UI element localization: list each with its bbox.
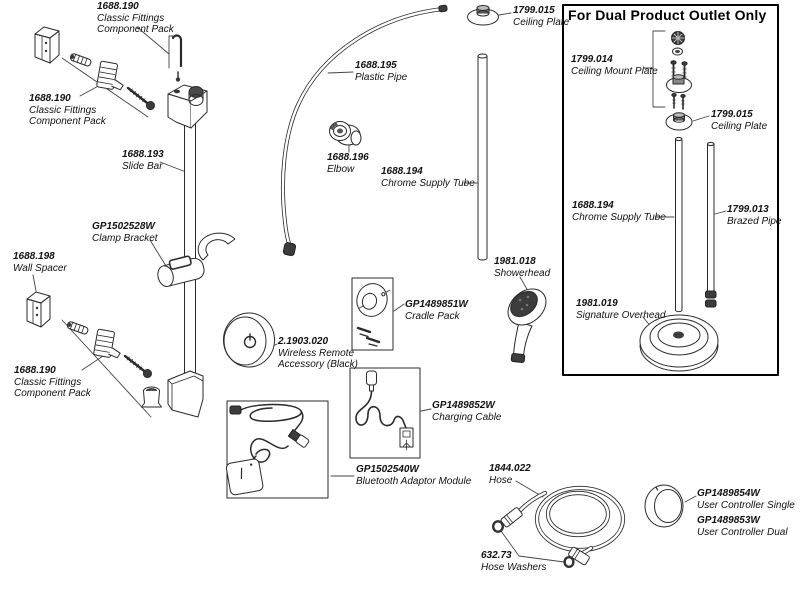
label-supply-tube-main: 1688.194 Chrome Supply Tube [381,166,475,189]
label-ceiling-mount-plate: 1799.014 Ceiling Mount Plate [571,54,658,77]
bluetooth-module-drawing [226,401,328,498]
label-fittings-3: 1688.190 Classic Fittings Component Pack [14,365,91,399]
label-cradle-pack: GP1489851W Cradle Pack [405,299,468,322]
label-controller-dual: GP1489853W User Controller Dual [697,515,788,538]
label-wall-spacer: 1688.198 Wall Spacer [13,251,67,274]
allen-key-drawing [173,36,181,82]
label-ceiling-plate-dual: 1799.015 Ceiling Plate [711,109,768,132]
label-clamp-bracket: GP1502528W Clamp Bracket [92,221,158,244]
label-elbow: 1688.196 Elbow [327,152,369,175]
label-plastic-pipe: 1688.195 Plastic Pipe [355,60,408,83]
ceiling-mount-plate-drawing [667,32,692,110]
wall-spacer-drawing [27,27,59,327]
label-bluetooth-module: GP1502540W Bluetooth Adaptor Module [356,464,472,487]
label-showerhead: 1981.018 Showerhead [494,256,551,279]
supply-tube-dual-drawing [676,137,683,311]
gland-drawing [142,387,162,407]
supply-tube-main-drawing [478,54,487,260]
brazed-pipe-drawing [706,142,717,307]
label-charging-cable: GP1489852W Charging Cable [432,400,502,423]
slide-bar-drawing [155,85,235,417]
label-brazed-pipe: 1799.013 Brazed Pipe [727,204,782,227]
elbow-drawing [330,122,362,146]
label-wireless-remote: 2.1903.020 Wireless Remote Accessory (Black) [278,336,359,370]
label-supply-tube-dual: 1688.194 Chrome Supply Tube [572,200,666,223]
signature-overhead-drawing [640,315,718,371]
label-hose-washers: 632.73 Hose Washers [481,550,547,573]
label-signature-overhead: 1981.019 Signature Overhead [576,298,666,321]
showerhead-drawing [501,282,553,363]
label-fittings-2: 1688.190 Classic Fittings Component Pack [29,93,106,127]
ceiling-plate-dual-drawing [666,113,692,130]
charging-cable-drawing [350,368,420,458]
label-ceiling-plate-main: 1799.015 Ceiling Plate [513,5,570,28]
label-fittings-1: 1688.190 Classic Fittings Component Pack [97,1,174,35]
wireless-remote-drawing [224,313,275,367]
user-controller-drawing [645,485,683,527]
label-controller-single: GP1489854W User Controller Single [697,488,795,511]
ceiling-plate-main-drawing [468,6,499,26]
label-hose: 1844.022 Hose [489,463,531,486]
dual-box-title: For Dual Product Outlet Only [568,7,767,23]
plastic-pipe-drawing [283,5,447,256]
label-slide-bar: 1688.193 Slide Bar [122,149,164,172]
